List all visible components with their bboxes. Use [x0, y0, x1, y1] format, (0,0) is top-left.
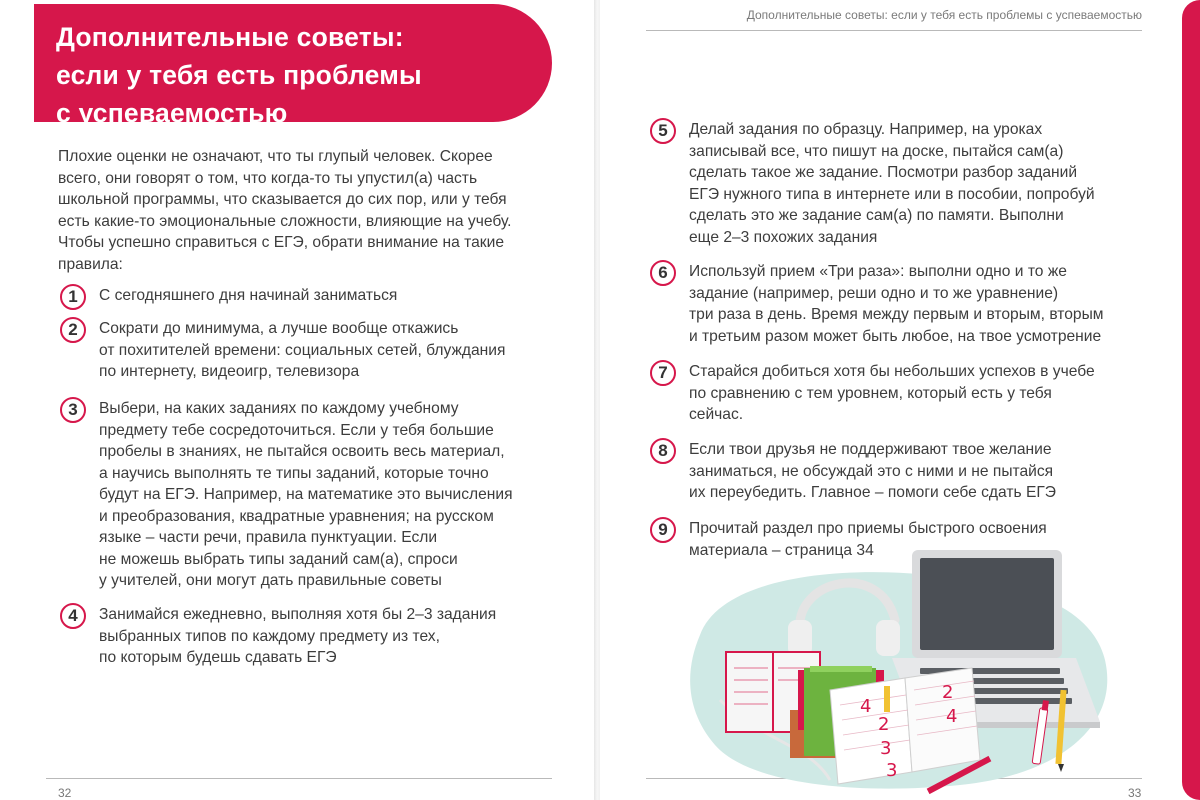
- left-page: [0, 0, 596, 800]
- notebook-digit: 4: [860, 696, 872, 717]
- tip-line: заниматься, не обсуждай это с ними и не пытайся: [689, 462, 1054, 480]
- tip-line: по которым будешь сдавать ЕГЭ: [99, 649, 337, 666]
- tip-line: предмету тебе сосредоточиться. Если у тебя большие: [99, 421, 494, 439]
- title-banner: [34, 4, 552, 128]
- tip-line: Занимайся ежедневно, выполняя хотя бы 2–3 задания: [99, 606, 497, 623]
- notebook-digit: 4: [946, 706, 958, 727]
- tip-line: записывай все, что пишут на доске, пытайся сам(а): [689, 142, 1064, 160]
- headphones-icon: [788, 620, 812, 656]
- tip-line: пробелы в знаниях, не пытайся освоить весь материал,: [99, 443, 505, 460]
- tip-line: еще 2–3 похожих задания: [689, 228, 878, 246]
- intro-line: Плохие оценки не означают, что ты глупый человек. Скорее: [58, 148, 493, 165]
- tip-line: у учителей, они могут дать правильные советы: [99, 572, 442, 589]
- title-line: если у тебя есть проблемы: [56, 60, 422, 90]
- tip-line: Используй прием «Три раза»: выполни одно и то же: [689, 263, 1067, 280]
- tip-line: не можешь выбрать типы заданий сам(а), спроси: [99, 550, 458, 568]
- tip-text: [99, 285, 397, 307]
- tip-line: их переубедить. Главное – помоги себе сдать ЕГЭ: [689, 484, 1057, 501]
- tip-line: Если твои друзья не поддерживают твое желание: [689, 441, 1052, 458]
- tip-line: и третьим разом может быть любое, на твое усмотрение: [689, 327, 1102, 345]
- notebook-digit: 3: [886, 760, 898, 781]
- tip-text: [99, 604, 496, 669]
- footer-rule: [46, 778, 552, 779]
- notebook-digit: 3: [880, 738, 892, 759]
- headphones-icon: [876, 620, 900, 656]
- tip-line: по сравнению с тем уровнем, который есть у тебя: [689, 384, 1052, 402]
- tip-line: сделать это же задание сам(а) по памяти. Выполни: [689, 207, 1064, 224]
- tip-text: [99, 398, 513, 592]
- tip-number-badge: 2: [60, 317, 86, 343]
- title-line: с успеваемостью: [56, 98, 288, 128]
- intro-line: Чтобы успешно справиться с ЕГЭ, обрати внимание на такие: [58, 234, 505, 251]
- tip-line: Старайся добиться хотя бы небольших успехов в учебе: [689, 363, 1095, 380]
- intro-paragraph: [58, 146, 548, 275]
- tip-number-badge: 5: [650, 118, 676, 144]
- tip-line: а научись выполнять те типы заданий, которые точно: [99, 464, 489, 482]
- tip-line: Сократи до минимума, а лучше вообще откажись: [99, 320, 459, 337]
- tip-line: по интернету, видеоигр, телевизора: [99, 363, 360, 380]
- tip-number-badge: 7: [650, 360, 676, 386]
- running-head: Дополнительные советы: если у тебя есть проблемы с успеваемостью: [746, 8, 1142, 22]
- tip-number-badge: 6: [650, 260, 676, 286]
- tip-number-badge: 3: [60, 397, 86, 423]
- notebook-digit: 2: [878, 714, 890, 735]
- intro-line: школьной программы, что сказывается до сих пор, или у тебя: [58, 191, 507, 208]
- tip-line: Выбери, на каких заданиях по каждому учебному: [99, 400, 459, 417]
- tip-line: и преобразования, квадратные уравнения; на русском: [99, 507, 494, 525]
- tip-number-badge: 1: [60, 284, 86, 310]
- page-edge-accent: [1182, 0, 1200, 800]
- intro-line: всего, они говорят о том, что когда-то ты упустил(а) часть: [58, 169, 478, 187]
- tip-line: выбранных типов по каждому предмету из тех,: [99, 627, 440, 645]
- tip-line: С сегодняшнего дня начинай заниматься: [99, 287, 398, 304]
- tip-line: три раза в день. Время между первым и вторым, вторым: [689, 306, 1104, 323]
- tip-number-badge: 9: [650, 517, 676, 543]
- notebook-digit: 2: [942, 682, 954, 703]
- header-rule: [646, 30, 1142, 31]
- tip-line: языке – части речи, правила пунктуации. Если: [99, 529, 438, 546]
- tip-text: [689, 439, 1056, 504]
- tip-line: от похитителей времени: социальных сетей, блуждания: [99, 341, 506, 359]
- intro-line: правила:: [58, 255, 123, 273]
- tip-text: [689, 261, 1104, 347]
- tip-line: ЕГЭ нужного типа в интернете или в пособии, попробуй: [689, 185, 1095, 203]
- tip-text: [689, 119, 1095, 248]
- study-desk-illustration: [680, 540, 1120, 800]
- tip-line: Прочитай раздел про приемы быстрого освоения: [689, 520, 1047, 537]
- page-number: 33: [1128, 786, 1142, 800]
- tip-line: сделать такое же задание. Посмотри разбор заданий: [689, 164, 1078, 181]
- tip-number-badge: 8: [650, 438, 676, 464]
- title-line: Дополнительные советы:: [56, 22, 404, 52]
- tip-line: материала – страница 34: [689, 541, 874, 559]
- tip-line: задание (например, реши одно и то же уравнение): [689, 284, 1059, 302]
- tip-text: [99, 318, 505, 383]
- page-number: 32: [58, 786, 72, 800]
- tip-number-badge: 4: [60, 603, 86, 629]
- intro-line: есть какие-то эмоциональные сложности, влияющие на учебу.: [58, 212, 512, 230]
- tip-line: будут на ЕГЭ. Например, на математике это вычисления: [99, 486, 513, 503]
- tip-line: сейчас.: [689, 406, 744, 423]
- tip-text: [689, 361, 1095, 426]
- tip-line: Делай задания по образцу. Например, на уроках: [689, 121, 1043, 138]
